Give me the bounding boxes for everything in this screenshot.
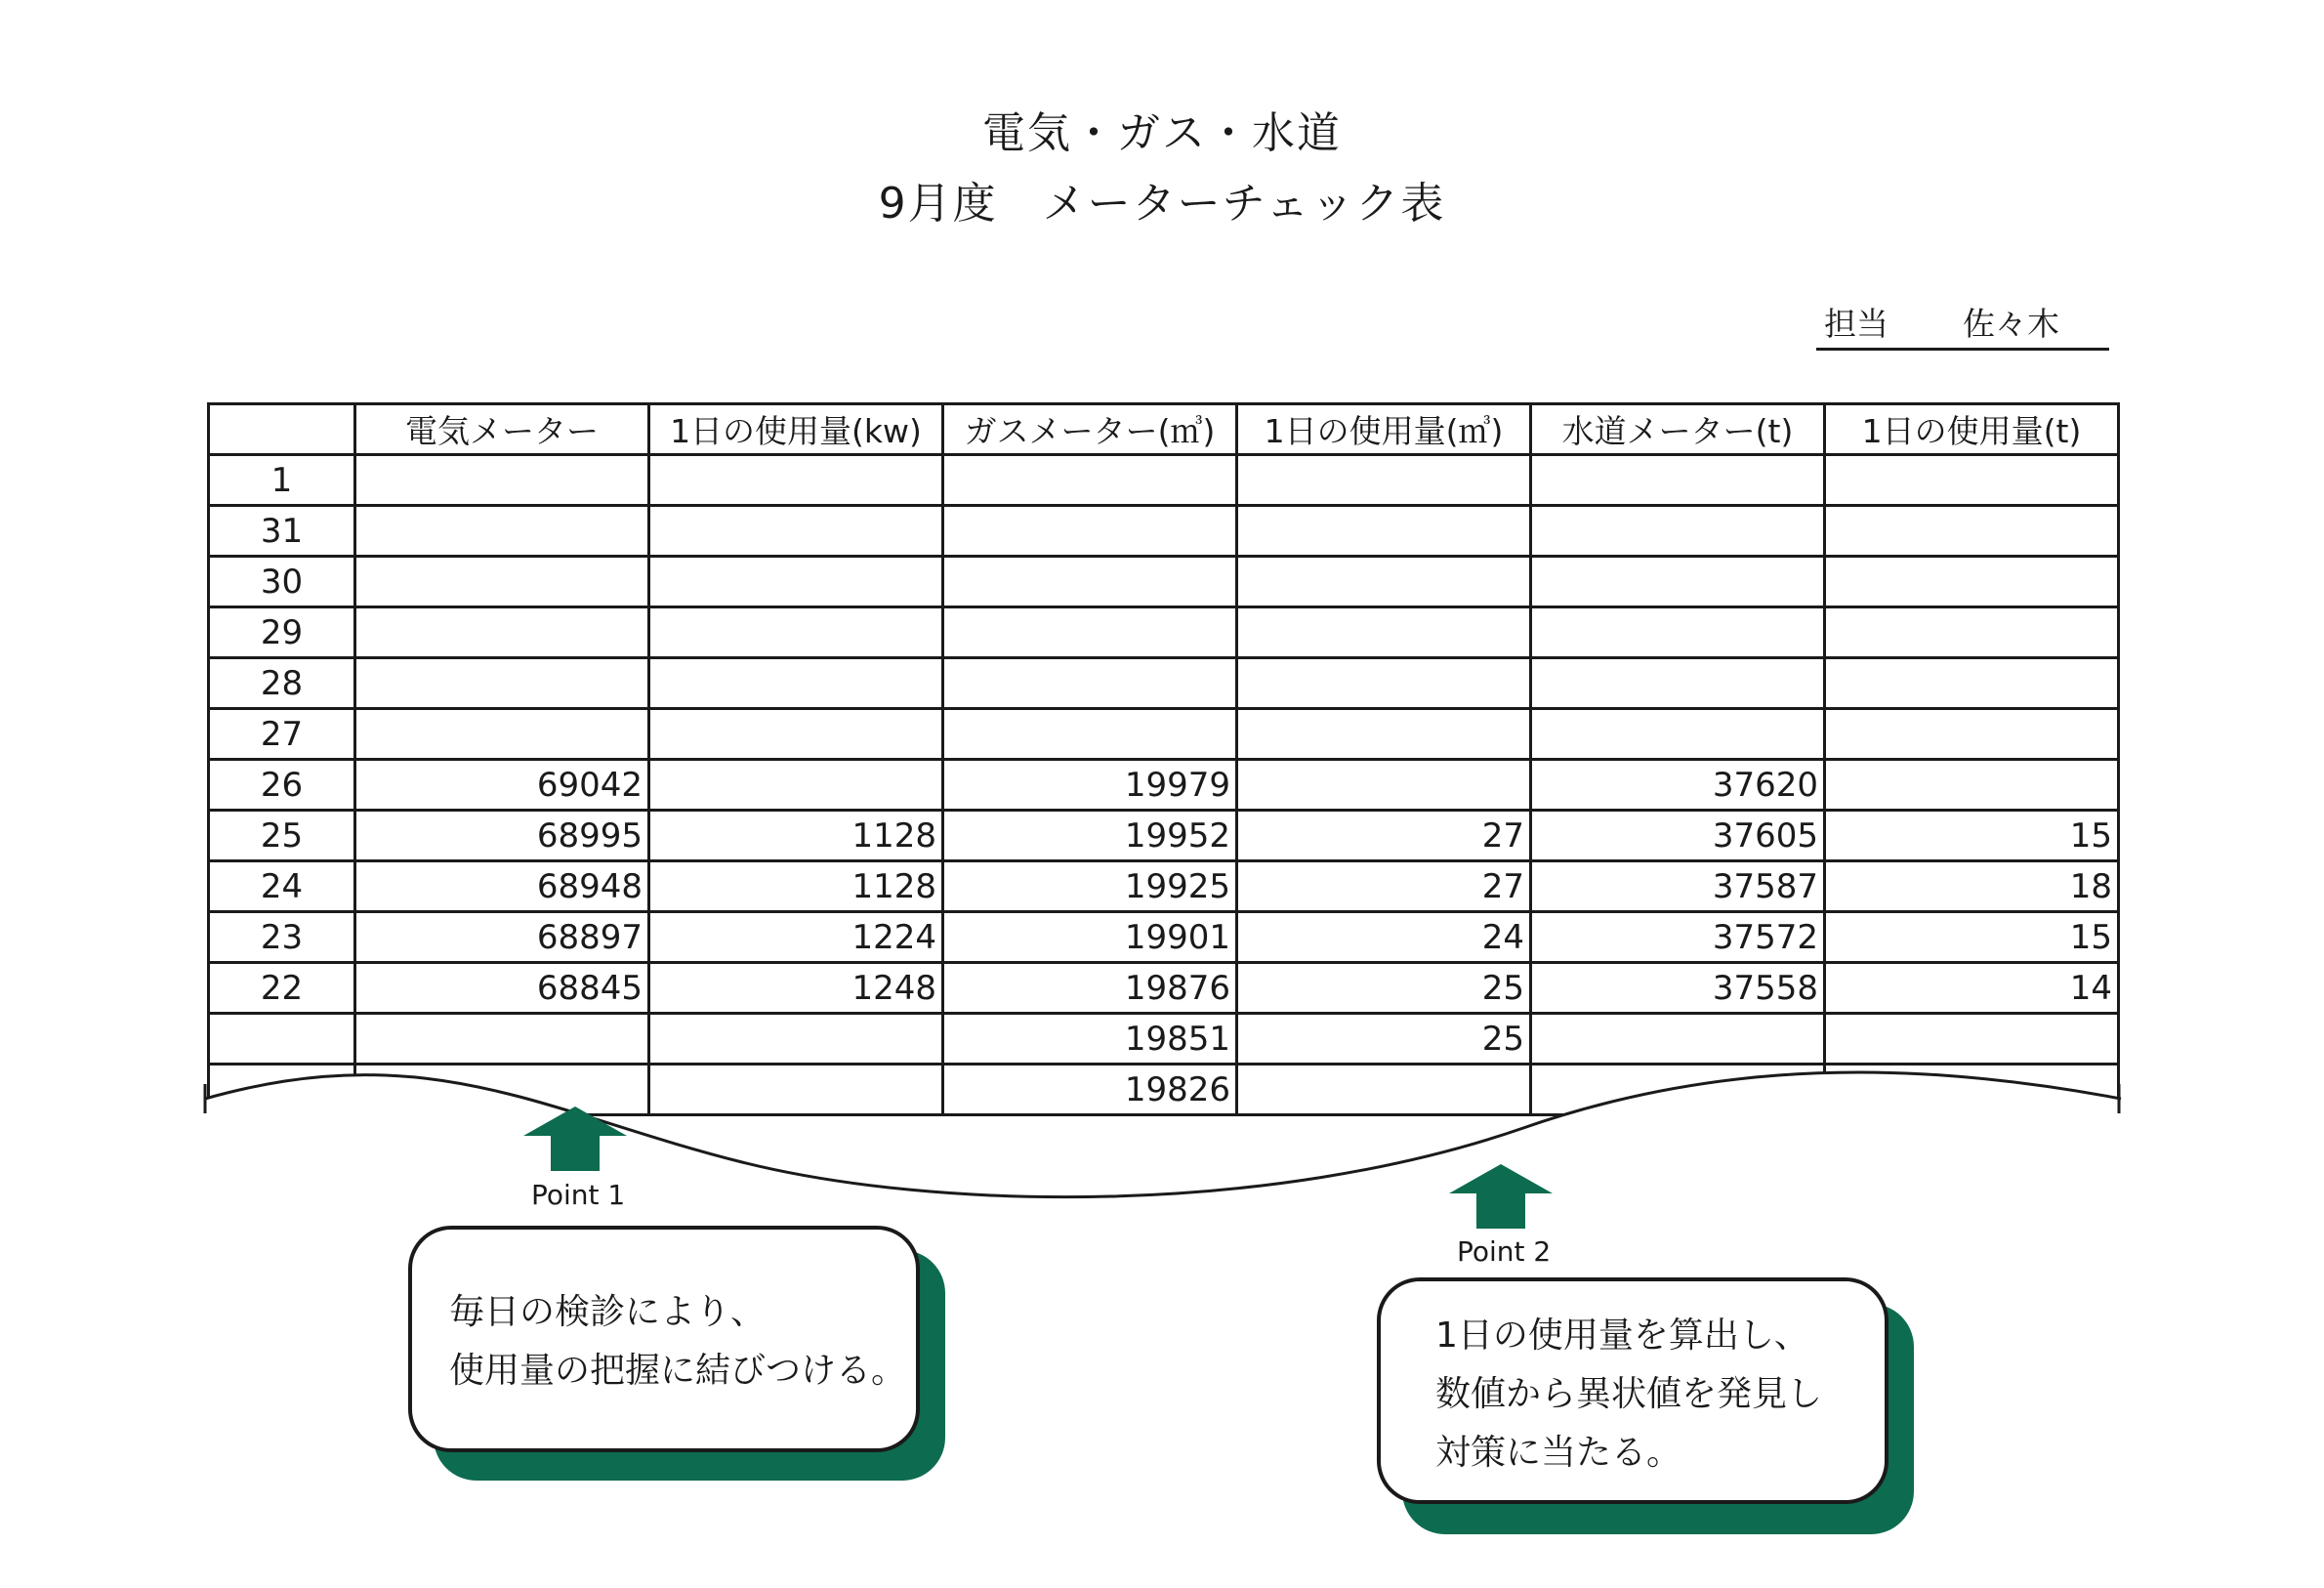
day-cell: 27 [209,709,355,760]
value-cell: 27 [1237,861,1531,912]
value-cell: 15 [1825,912,2119,963]
header-gas-daily: 1日の使用量(㎥) [1237,404,1531,455]
value-cell: 37587 [1531,861,1825,912]
value-cell: 25 [1237,1014,1531,1065]
value-cell: 1248 [649,963,943,1014]
value-cell: 14 [1825,963,2119,1014]
value-cell: 19952 [943,811,1237,861]
assignee-label: 担当 [1824,305,1888,343]
day-cell: 29 [209,607,355,658]
value-cell: 19925 [943,861,1237,912]
value-cell: 69042 [355,760,649,811]
point-1-text-line-2: 使用量の把握に結びつける。 [449,1351,907,1391]
value-cell: 68995 [355,811,649,861]
day-cell: 24 [209,861,355,912]
value-cell: 1128 [649,811,943,861]
value-cell: 24 [1237,912,1531,963]
value-cell: 37605 [1531,811,1825,861]
day-cell: 22 [209,963,355,1014]
value-cell: 19876 [943,963,1237,1014]
value-cell: 19979 [943,760,1237,811]
value-cell: 15 [1825,811,2119,861]
value-cell: 27 [1237,811,1531,861]
day-cell: 23 [209,912,355,963]
value-cell: 68845 [355,963,649,1014]
day-cell: 26 [209,760,355,811]
point-1-text-line-1: 毎日の検診により、 [449,1292,767,1332]
header-electric-meter: 電気メーター [355,404,649,455]
header-electric-daily: 1日の使用量(kw) [649,404,943,455]
point-2-text-line-3: 対策に当たる。 [1435,1433,1682,1473]
day-cell: 28 [209,658,355,709]
value-cell: 1128 [649,861,943,912]
value-cell: 1224 [649,912,943,963]
value-cell: 68897 [355,912,649,963]
value-cell: 18 [1825,861,2119,912]
value-cell: 37572 [1531,912,1825,963]
day-cell: 31 [209,506,355,557]
day-cell: 25 [209,811,355,861]
page-title: 電気・ガス・水道 [982,108,1342,158]
header-water-meter: 水道メーター(t) [1531,404,1825,455]
day-cell: 30 [209,557,355,607]
value-cell: 19826 [943,1065,1237,1115]
assignee-name: 佐々木 [1963,305,2059,343]
value-cell: 25 [1237,963,1531,1014]
value-cell: 37620 [1531,760,1825,811]
value-cell: 19901 [943,912,1237,963]
point-2-text-line-1: 1日の使用量を算出し、 [1435,1316,1809,1356]
value-cell: 19851 [943,1014,1237,1065]
point-2-label: Point 2 [1457,1235,1552,1268]
value-cell: 37558 [1531,963,1825,1014]
point-2-text-line-2: 数値から異状値を発見し [1435,1374,1823,1414]
point-2-arrow-icon [1449,1164,1553,1229]
point-1-arrow-icon [523,1107,627,1171]
page-subtitle: 9月度 メーターチェック表 [878,179,1446,229]
day-cell: 1 [209,455,355,506]
header-gas-meter: ガスメーター(㎥) [943,404,1237,455]
header-water-daily: 1日の使用量(t) [1825,404,2119,455]
point-1-label: Point 1 [531,1179,626,1211]
value-cell: 68948 [355,861,649,912]
